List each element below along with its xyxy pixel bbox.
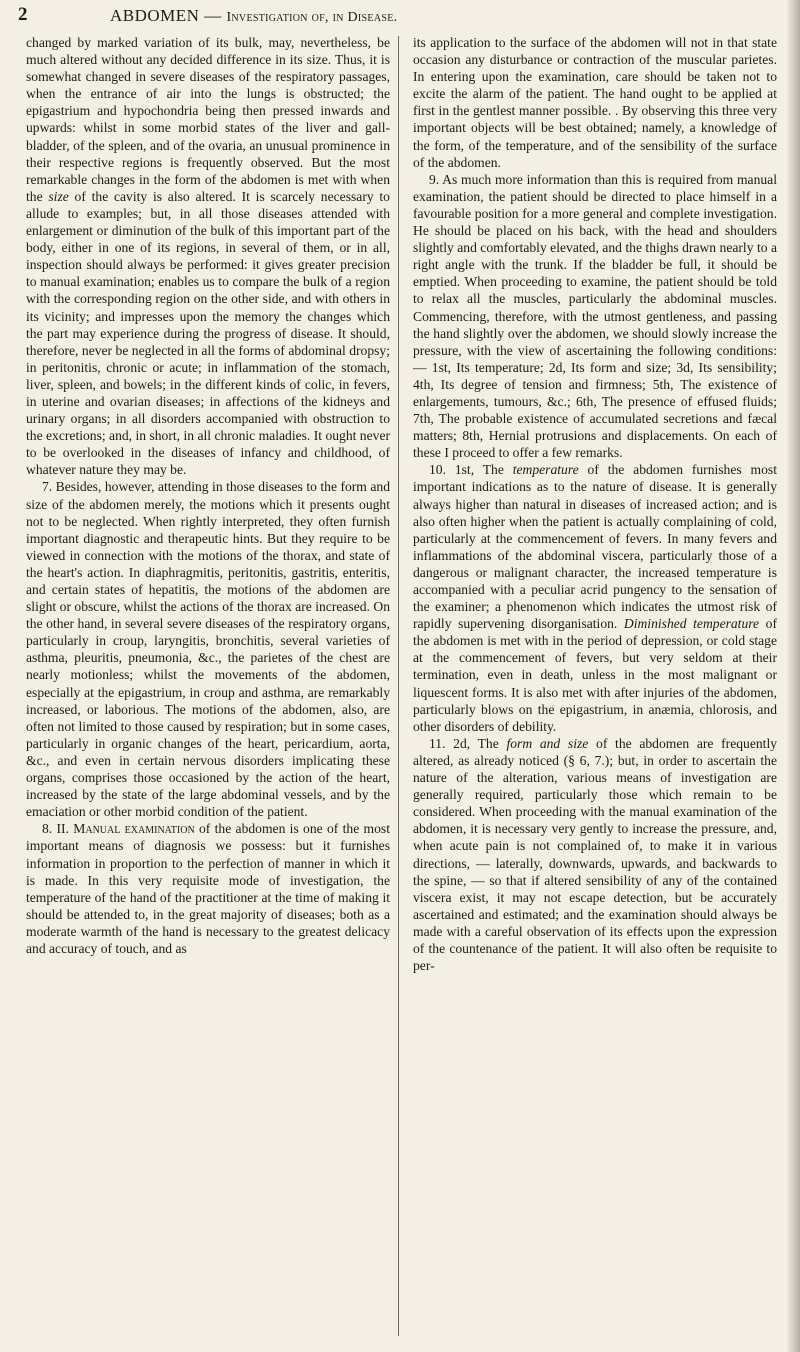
paragraph-8 <box>26 820 390 957</box>
paragraph-continued <box>26 34 390 478</box>
page-header <box>18 4 778 28</box>
paragraph-text: 10. 1st, The <box>429 462 504 478</box>
paragraph-7: 7. Besides, however, attending in those diseases to the form and size of the abdomen merely, the motions which it presents ought not to be neglected. When rightly interpreted, they often furnish important diagnostic and therapeutic hints. But they require to be viewed in connection with the motions of the thorax, and state of the heart's action. In diaphragmitis, peritonitis, gastritis, enteritis, and certain states of hepatitis, the motions of the abdomen are slight or obscure, whilst the actions of the thorax are increased. On the other hand, in several severe diseases of the respiratory organs, particularly in croup, laryngitis, bronchitis, several varieties of asthma, pleuritis, pneumonia, &c., the parietes of the chest are nearly motionless; whilst the movements of the abdomen, especially at the epigastrium, in croup and asthma, are remarkably increased, or laborious. The motions of the abdomen, also, are often not limited to those caused by respiration; but in some cases, particularly in organic changes of the heart, pericardium, aorta, &c., and even in certain nervous disorders implicating these organs, comprises those occasioned by the action of the heart, increased by the state of the large abdominal vessels, and by the emaciation or other morbid condition of the patient. <box>26 479 390 820</box>
emphasis-diminished-temperature: Diminished temperature <box>623 616 760 632</box>
paragraph-11 <box>413 735 777 974</box>
running-head-sub: Investigation of, in Disease. <box>226 10 398 25</box>
paragraph-continued: its application to the surface of the abdomen will not in that state occasion any disturbance or contraction of the muscular parietes. In entering upon the examination, care should be taken not to excite the alarm of the patient. The hand ought to be applied at first in the gentlest manner possible. . By observing this three very important objects will be best obtained; namely, a knowledge of the form, of the temperature, and of the sensibility of the surface of the abdomen. <box>413 35 777 170</box>
emphasis-temperature: temperature <box>512 462 579 478</box>
right-column <box>413 34 777 974</box>
paragraph-text: of the abdomen is one of the most important means of diagnosis we possess: but it furnishes information in proportion to the perfection of manner in which it is made. In this very requisite mode of investigation, the temperature of the hand of the practitioner at the time of making it should be attended to, in the great majority of diseases; both as a moderate warmth of the hand is necessary to the greatest delicacy and accuracy of touch, and as <box>26 821 390 956</box>
paragraph-text: of the abdomen furnishes most important indications as to the nature of disease. It is generally always higher than natural in diseases of increased action; and is also often higher when the patient is actually complaining of cold, particularly at the commencement of fevers. In many fevers and inflammations of the abdominal viscera, particularly those of a dangerous or malignant character, the increased temperature is accompanied with a peculiar acrid pungency to the sensation of the examiner; a phenomenon which indicates the utmost risk of rapidly supervening disorganisation. <box>413 462 777 632</box>
column-divider <box>398 36 399 1336</box>
running-head <box>110 6 397 26</box>
emphasis-form-and-size: form and size <box>506 735 589 751</box>
page-number: 2 <box>18 4 28 25</box>
paragraph-text: of the abdomen are frequently altered, as already noticed (§ 6, 7.); but, in order to ascertain the nature of the alteration, various means of investigation are generally required, particularly those which remain to be considered. When proceeding with the manual examination of the abdomen, it is necessary very gently to increase the pressure, and, when acute pain is not complained of, to make it in various directions, — laterally, downwards, upwards, and backwards to the spine, — so that if altered sensibility of any of the contained viscera exist, it may not escape detection, but be accurately ascertained and estimated; and the examination should always be made with a careful observation of its effects upon the expression of the countenance of the patient. It will also often be requisite to per- <box>413 735 778 974</box>
paragraph-9: 9. As much more information than this is required from manual examination, the patient should be directed to place himself in a favourable position for a more general and complete investigation. He should be placed on his back, with the head and shoulders slightly and comfortably elevated, and the thighs drawn nearly to a right angle with the trunk. If the bladder be full, it should be emptied. When proceeding to examine, the patient should be told to relax all the muscles, particularly the abdominal muscles. Commencing, therefore, with the utmost gentleness, and passing the hand slightly over the abdomen, we should slowly increase the pressure, with the view of ascertaining the following conditions: — 1st, Its temperature; 2d, Its form and size; 3d, Its sensibility; 4th, Its degree of tension and firmness; 5th, The existence of enlargements, tumours, &c.; 6th, The presence of effused fluids; 7th, The probable existence of accumulated secretions and fæcal matters; 8th, Hernial protrusions and displacements. On each of these I proceed to offer a few remarks. <box>413 171 777 461</box>
page-edge-shadow <box>786 0 800 1352</box>
paragraph-10 <box>413 461 777 735</box>
section-number: 8. II. <box>42 821 69 837</box>
running-head-main: ABDOMEN <box>110 6 200 25</box>
left-column <box>26 34 390 957</box>
section-heading: Manual examination <box>73 821 195 837</box>
emphasis-size: size <box>48 188 69 204</box>
paragraph-text: of the cavity is also altered. It is scarcely necessary to allude to examples; but, in all those diseases attended with enlargement or diminution of the bulk of this important part of the body, either in one of its regions, in several of them, or in all, inspection should always be performed: it gives greater precision to manual examination; enables us to compare the bulk of a region with the corresponding region on the other side, and with others in its vicinity; and impresses upon the memory the changes which the part may experience during the progress of disease. It should, therefore, never be neglected in all the forms of abdominal dropsy; in peritonitis, chronic or acute; in inflammation of the stomach, liver, spleen, and bowels; in the different kinds of colic, in fevers, in uterine and ovarian diseases; in affections of the kidneys and urinary organs; in all disorders accompanied with obstruction to the excretions; and, in short, in all chronic maladies. It ought never to be overlooked in the diseases of infancy and childhood, of whatever nature they may be. <box>26 188 390 478</box>
paragraph-text: of the abdomen is met with in the period of depression, or cold stage at the commencement of fevers, but very seldom at their termination, even in death, unless in the most malignant or liquescent forms. It is also met with after injuries of the abdomen, particularly blows on the epigastrium, in anæmia, chlorosis, and other disorders of debility. <box>413 616 777 734</box>
paragraph-text: 11. 2d, The <box>429 735 499 751</box>
paragraph-text: changed by marked variation of its bulk, may, nevertheless, be much altered without any decided difference in its size. Thus, it is somewhat changed in severe diseases of the respiratory passages, when the entrance of air into the lungs is obstructed; the epigastrium and hypochondria being then pressed inwards and upwards: whilst in some morbid states of the liver and gall-bladder, of the spleen, and of the ovaria, an unusual prominence in their respective regions is frequently observed. But the most remarkable changes in the form of the abdomen is met with when the <box>26 35 390 204</box>
running-head-separator: — <box>199 6 227 25</box>
